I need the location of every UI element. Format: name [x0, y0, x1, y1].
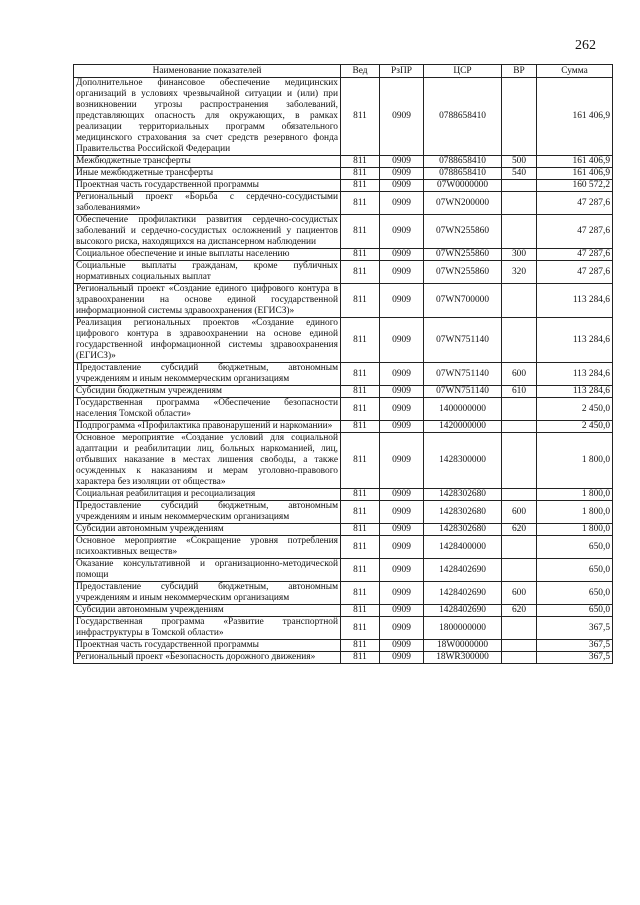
header-vr: ВР	[502, 65, 537, 78]
cell-ved: 811	[341, 386, 380, 398]
cell-name: Предоставление субсидий бюджетным, автономным учреждениям и иным некоммерческим организациям	[74, 501, 341, 524]
cell-ved: 811	[341, 582, 380, 605]
cell-rzpr: 0909	[380, 386, 424, 398]
cell-csr: 1420000000	[424, 421, 502, 433]
cell-vr	[502, 78, 537, 156]
cell-sum: 650,0	[537, 559, 613, 582]
cell-ved: 811	[341, 524, 380, 536]
header-row	[74, 65, 613, 78]
cell-vr	[502, 318, 537, 363]
header-rzpr: РзПР	[380, 65, 424, 78]
cell-name: Оказание консультативной и организационно-методической помощи	[74, 559, 341, 582]
cell-csr: 07W0000000	[424, 180, 502, 192]
cell-csr: 0788658410	[424, 168, 502, 180]
cell-ved: 811	[341, 261, 380, 284]
table-header	[74, 65, 613, 78]
table-row	[74, 363, 613, 386]
cell-rzpr: 0909	[380, 78, 424, 156]
cell-ved: 811	[341, 652, 380, 664]
cell-name: Иные межбюджетные трансферты	[74, 168, 341, 180]
cell-vr	[502, 192, 537, 215]
cell-sum: 113 284,6	[537, 284, 613, 318]
cell-sum: 47 287,6	[537, 261, 613, 284]
cell-vr: 620	[502, 605, 537, 617]
cell-vr: 500	[502, 156, 537, 168]
table-row	[74, 640, 613, 652]
table-row	[74, 215, 613, 249]
cell-csr: 1428300000	[424, 433, 502, 489]
cell-sum: 650,0	[537, 605, 613, 617]
cell-vr	[502, 559, 537, 582]
cell-name: Предоставление субсидий бюджетным, автономным учреждениям и иным некоммерческим организациям	[74, 363, 341, 386]
cell-sum: 161 406,9	[537, 156, 613, 168]
cell-name: Социальная реабилитация и ресоциализация	[74, 489, 341, 501]
cell-name: Реализация региональных проектов «Создание единого цифрового контура в здравоохранении на основе единой государственной информационной системы здравоохранения (ЕГИСЗ)»	[74, 318, 341, 363]
budget-table	[73, 64, 613, 664]
cell-ved: 811	[341, 180, 380, 192]
cell-name: Проектная часть государственной программы	[74, 640, 341, 652]
cell-name: Подпрограмма «Профилактика правонарушений и наркомании»	[74, 421, 341, 433]
cell-rzpr: 0909	[380, 433, 424, 489]
cell-name: Проектная часть государственной программы	[74, 180, 341, 192]
cell-sum: 1 800,0	[537, 524, 613, 536]
cell-csr: 07WN255860	[424, 261, 502, 284]
cell-rzpr: 0909	[380, 318, 424, 363]
cell-sum: 367,5	[537, 640, 613, 652]
cell-ved: 811	[341, 78, 380, 156]
table-row	[74, 249, 613, 261]
table-row	[74, 652, 613, 664]
cell-csr: 07WN751140	[424, 386, 502, 398]
cell-csr: 07WN255860	[424, 215, 502, 249]
cell-vr	[502, 284, 537, 318]
cell-sum: 47 287,6	[537, 215, 613, 249]
cell-rzpr: 0909	[380, 501, 424, 524]
cell-vr	[502, 433, 537, 489]
cell-csr: 1800000000	[424, 617, 502, 640]
cell-ved: 811	[341, 215, 380, 249]
table-row	[74, 180, 613, 192]
cell-rzpr: 0909	[380, 536, 424, 559]
cell-csr: 07WN751140	[424, 363, 502, 386]
cell-sum: 2 450,0	[537, 398, 613, 421]
cell-rzpr: 0909	[380, 640, 424, 652]
cell-ved: 811	[341, 363, 380, 386]
cell-csr: 1428302680	[424, 489, 502, 501]
table-row	[74, 536, 613, 559]
cell-rzpr: 0909	[380, 363, 424, 386]
cell-vr	[502, 215, 537, 249]
cell-vr	[502, 398, 537, 421]
cell-csr: 0788658410	[424, 156, 502, 168]
cell-sum: 47 287,6	[537, 249, 613, 261]
cell-name: Предоставление субсидий бюджетным, автономным учреждениям и иным некоммерческим организациям	[74, 582, 341, 605]
cell-sum: 367,5	[537, 617, 613, 640]
cell-name: Региональный проект «Борьба с сердечно-сосудистыми заболеваниями»	[74, 192, 341, 215]
table-row	[74, 78, 613, 156]
cell-ved: 811	[341, 489, 380, 501]
cell-rzpr: 0909	[380, 180, 424, 192]
cell-vr	[502, 489, 537, 501]
table-row	[74, 582, 613, 605]
cell-vr	[502, 536, 537, 559]
cell-rzpr: 0909	[380, 168, 424, 180]
cell-rzpr: 0909	[380, 559, 424, 582]
cell-vr	[502, 180, 537, 192]
cell-vr	[502, 617, 537, 640]
cell-ved: 811	[341, 605, 380, 617]
cell-ved: 811	[341, 168, 380, 180]
cell-rzpr: 0909	[380, 652, 424, 664]
cell-name: Государственная программа «Обеспечение безопасности населения Томской области»	[74, 398, 341, 421]
cell-rzpr: 0909	[380, 192, 424, 215]
cell-name: Социальные выплаты гражданам, кроме публичных нормативных социальных выплат	[74, 261, 341, 284]
cell-csr: 1428402690	[424, 559, 502, 582]
cell-vr	[502, 640, 537, 652]
cell-csr: 1428402690	[424, 605, 502, 617]
cell-sum: 650,0	[537, 536, 613, 559]
cell-sum: 113 284,6	[537, 363, 613, 386]
cell-rzpr: 0909	[380, 582, 424, 605]
cell-vr: 600	[502, 501, 537, 524]
cell-rzpr: 0909	[380, 421, 424, 433]
cell-name: Социальное обеспечение и иные выплаты населению	[74, 249, 341, 261]
cell-sum: 1 800,0	[537, 501, 613, 524]
table-row	[74, 261, 613, 284]
table-row	[74, 559, 613, 582]
table-row	[74, 501, 613, 524]
cell-vr: 620	[502, 524, 537, 536]
cell-csr: 1428402690	[424, 582, 502, 605]
cell-vr	[502, 652, 537, 664]
cell-sum: 47 287,6	[537, 192, 613, 215]
cell-ved: 811	[341, 640, 380, 652]
cell-ved: 811	[341, 421, 380, 433]
cell-csr: 07WN751140	[424, 318, 502, 363]
table-row	[74, 398, 613, 421]
cell-rzpr: 0909	[380, 156, 424, 168]
cell-ved: 811	[341, 284, 380, 318]
cell-name: Региональный проект «Безопасность дорожного движения»	[74, 652, 341, 664]
cell-rzpr: 0909	[380, 489, 424, 501]
cell-name: Государственная программа «Развитие транспортной инфраструктуры в Томской области»	[74, 617, 341, 640]
table-row	[74, 168, 613, 180]
header-name: Наименование показателей	[74, 65, 341, 78]
cell-rzpr: 0909	[380, 284, 424, 318]
cell-vr: 600	[502, 582, 537, 605]
table-row	[74, 318, 613, 363]
cell-csr: 0788658410	[424, 78, 502, 156]
cell-sum: 1 800,0	[537, 433, 613, 489]
table-row	[74, 192, 613, 215]
table-row	[74, 284, 613, 318]
cell-csr: 18W0000000	[424, 640, 502, 652]
cell-name: Субсидии автономным учреждениям	[74, 524, 341, 536]
header-csr: ЦСР	[424, 65, 502, 78]
table-row	[74, 386, 613, 398]
cell-name: Основное мероприятие «Создание условий для социальной адаптации и реабилитации лиц, больных наркоманией, лиц, отбывших наказание в местах лишения свободы, а также осужденных к наказаниям и мерам уголовно-правового характера без изоляции от общества»	[74, 433, 341, 489]
table-row	[74, 617, 613, 640]
table-row	[74, 156, 613, 168]
header-ved: Вед	[341, 65, 380, 78]
cell-name: Межбюджетные трансферты	[74, 156, 341, 168]
cell-vr: 300	[502, 249, 537, 261]
table-row	[74, 421, 613, 433]
cell-csr: 1428302680	[424, 524, 502, 536]
header-sum: Сумма	[537, 65, 613, 78]
cell-rzpr: 0909	[380, 261, 424, 284]
cell-csr: 07WN200000	[424, 192, 502, 215]
cell-ved: 811	[341, 536, 380, 559]
cell-vr: 540	[502, 168, 537, 180]
cell-name: Региональный проект «Создание единого цифрового контура в здравоохранении на основе единой государственной информационной системы здравоохранения (ЕГИСЗ)»	[74, 284, 341, 318]
cell-rzpr: 0909	[380, 215, 424, 249]
cell-sum: 161 406,9	[537, 78, 613, 156]
cell-ved: 811	[341, 318, 380, 363]
cell-ved: 811	[341, 433, 380, 489]
cell-vr: 610	[502, 386, 537, 398]
cell-sum: 2 450,0	[537, 421, 613, 433]
table-row	[74, 605, 613, 617]
cell-rzpr: 0909	[380, 617, 424, 640]
cell-name: Субсидии автономным учреждениям	[74, 605, 341, 617]
cell-ved: 811	[341, 501, 380, 524]
cell-csr: 1428400000	[424, 536, 502, 559]
cell-csr: 07WN700000	[424, 284, 502, 318]
cell-csr: 07WN255860	[424, 249, 502, 261]
cell-csr: 18WR300000	[424, 652, 502, 664]
cell-name: Субсидии бюджетным учреждениям	[74, 386, 341, 398]
page-number: 262	[575, 38, 596, 53]
cell-ved: 811	[341, 156, 380, 168]
table-row	[74, 524, 613, 536]
cell-ved: 811	[341, 249, 380, 261]
cell-sum: 367,5	[537, 652, 613, 664]
cell-ved: 811	[341, 617, 380, 640]
cell-rzpr: 0909	[380, 524, 424, 536]
cell-ved: 811	[341, 398, 380, 421]
cell-rzpr: 0909	[380, 249, 424, 261]
table-body	[74, 78, 613, 664]
cell-rzpr: 0909	[380, 605, 424, 617]
cell-sum: 113 284,6	[537, 318, 613, 363]
cell-csr: 1428302680	[424, 501, 502, 524]
cell-vr: 600	[502, 363, 537, 386]
cell-csr: 1400000000	[424, 398, 502, 421]
cell-sum: 161 406,9	[537, 168, 613, 180]
cell-sum: 650,0	[537, 582, 613, 605]
cell-vr	[502, 421, 537, 433]
cell-vr: 320	[502, 261, 537, 284]
cell-name: Дополнительное финансовое обеспечение медицинских организаций в условиях чрезвычайной ситуации и (или) при возникновении угрозы распространения заболеваний, представляющих опасность для окружающих, в рамках реализации территориальных программ обязательного медицинского страхования за счет средств резервного фонда Правительства Российской Федерации	[74, 78, 341, 156]
table-row	[74, 433, 613, 489]
cell-sum: 160 572,2	[537, 180, 613, 192]
cell-sum: 1 800,0	[537, 489, 613, 501]
cell-ved: 811	[341, 559, 380, 582]
cell-name: Основное мероприятие «Сокращение уровня потребления психоактивных веществ»	[74, 536, 341, 559]
table-row	[74, 489, 613, 501]
cell-sum: 113 284,6	[537, 386, 613, 398]
cell-name: Обеспечение профилактики развития сердечно-сосудистых заболеваний и сердечно-сосудистых осложнений у пациентов высокого риска, находящихся на диспансерном наблюдении	[74, 215, 341, 249]
cell-rzpr: 0909	[380, 398, 424, 421]
cell-ved: 811	[341, 192, 380, 215]
